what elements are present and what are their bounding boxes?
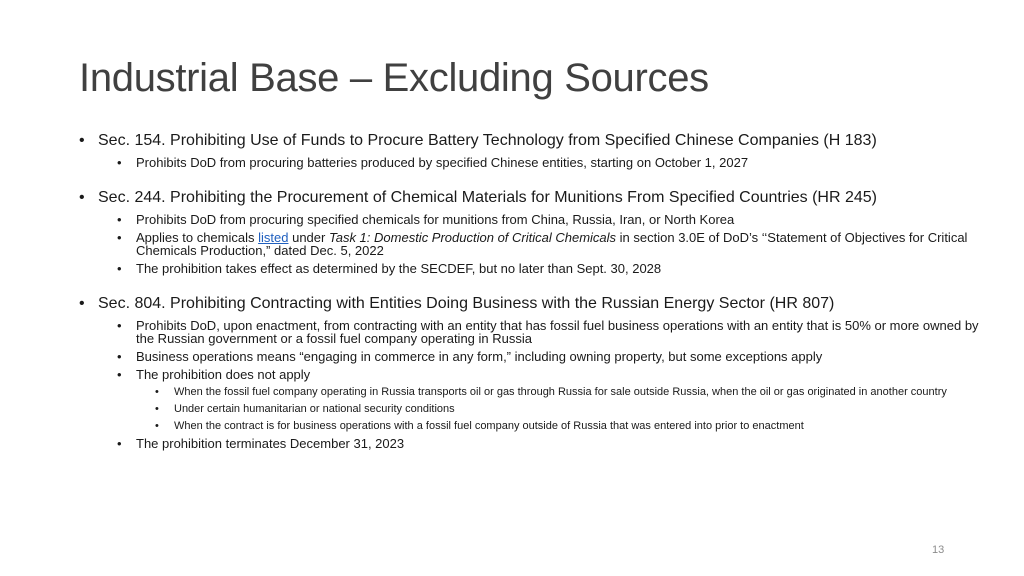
section-804-subitem: • When the contract is for business operations with a fossil fuel company outside of Russia that was entered into prior to enactment (79, 421, 989, 432)
chemicals-task-title: Task 1: Domestic Production of Critical Chemicals (328, 230, 617, 245)
section-804-heading: • Sec. 804. Prohibiting Contracting with Entities Doing Business with the Russian Energy Sector (HR 807) (79, 294, 989, 314)
section-244-item: • Prohibits DoD from procuring specified chemicals for munitions from China, Russia, Iran, or North Korea (79, 213, 989, 226)
slide-title: Industrial Base – Excluding Sources (79, 56, 709, 100)
section-804-subitem: • When the fossil fuel company operating in Russia transports oil or gas through Russia for sale outside Russia, when the oil or gas originated in another country (79, 387, 989, 398)
section-244-item: • The prohibition takes effect as determined by the SECDEF, but no later than Sept. 30, 2028 (79, 262, 989, 275)
page-number: 13 (932, 544, 945, 556)
section-804-subitem: • Under certain humanitarian or national security conditions (79, 404, 989, 415)
section-804-item: • Prohibits DoD, upon enactment, from contracting with an entity that has fossil fuel business operations with an entity that is 50% or more owned by the Russian government or a fossil fuel company operating in Russia (79, 319, 989, 345)
section-804-item: • The prohibition does not apply (79, 368, 989, 381)
section-804-item: • Business operations means “engaging in commerce in any form,” including owning property, but some exceptions apply (79, 350, 989, 363)
chemicals-text-mid: under (288, 230, 329, 245)
section-154-heading: • Sec. 154. Prohibiting Use of Funds to Procure Battery Technology from Specified Chinese Companies (H 183) (79, 131, 989, 151)
chemicals-text-post: in section 3.0E of DoD’s ‘‘Statement of Objectives for Critical Chemicals Production,” dated Dec. 5, 2022 (136, 230, 968, 258)
section-804-item: • The prohibition terminates December 31, 2023 (79, 437, 989, 450)
listed-link[interactable]: listed (258, 230, 289, 245)
section-244-heading: • Sec. 244. Prohibiting the Procurement of Chemical Materials for Munitions From Specified Countries (HR 245) (79, 188, 989, 208)
section-154-item: • Prohibits DoD from procuring batteries produced by specified Chinese entities, starting on October 1, 2027 (79, 156, 989, 169)
chemicals-text-pre: Applies to chemicals (136, 230, 259, 245)
section-244-item-chemicals (79, 231, 989, 257)
slide-body (79, 131, 989, 450)
